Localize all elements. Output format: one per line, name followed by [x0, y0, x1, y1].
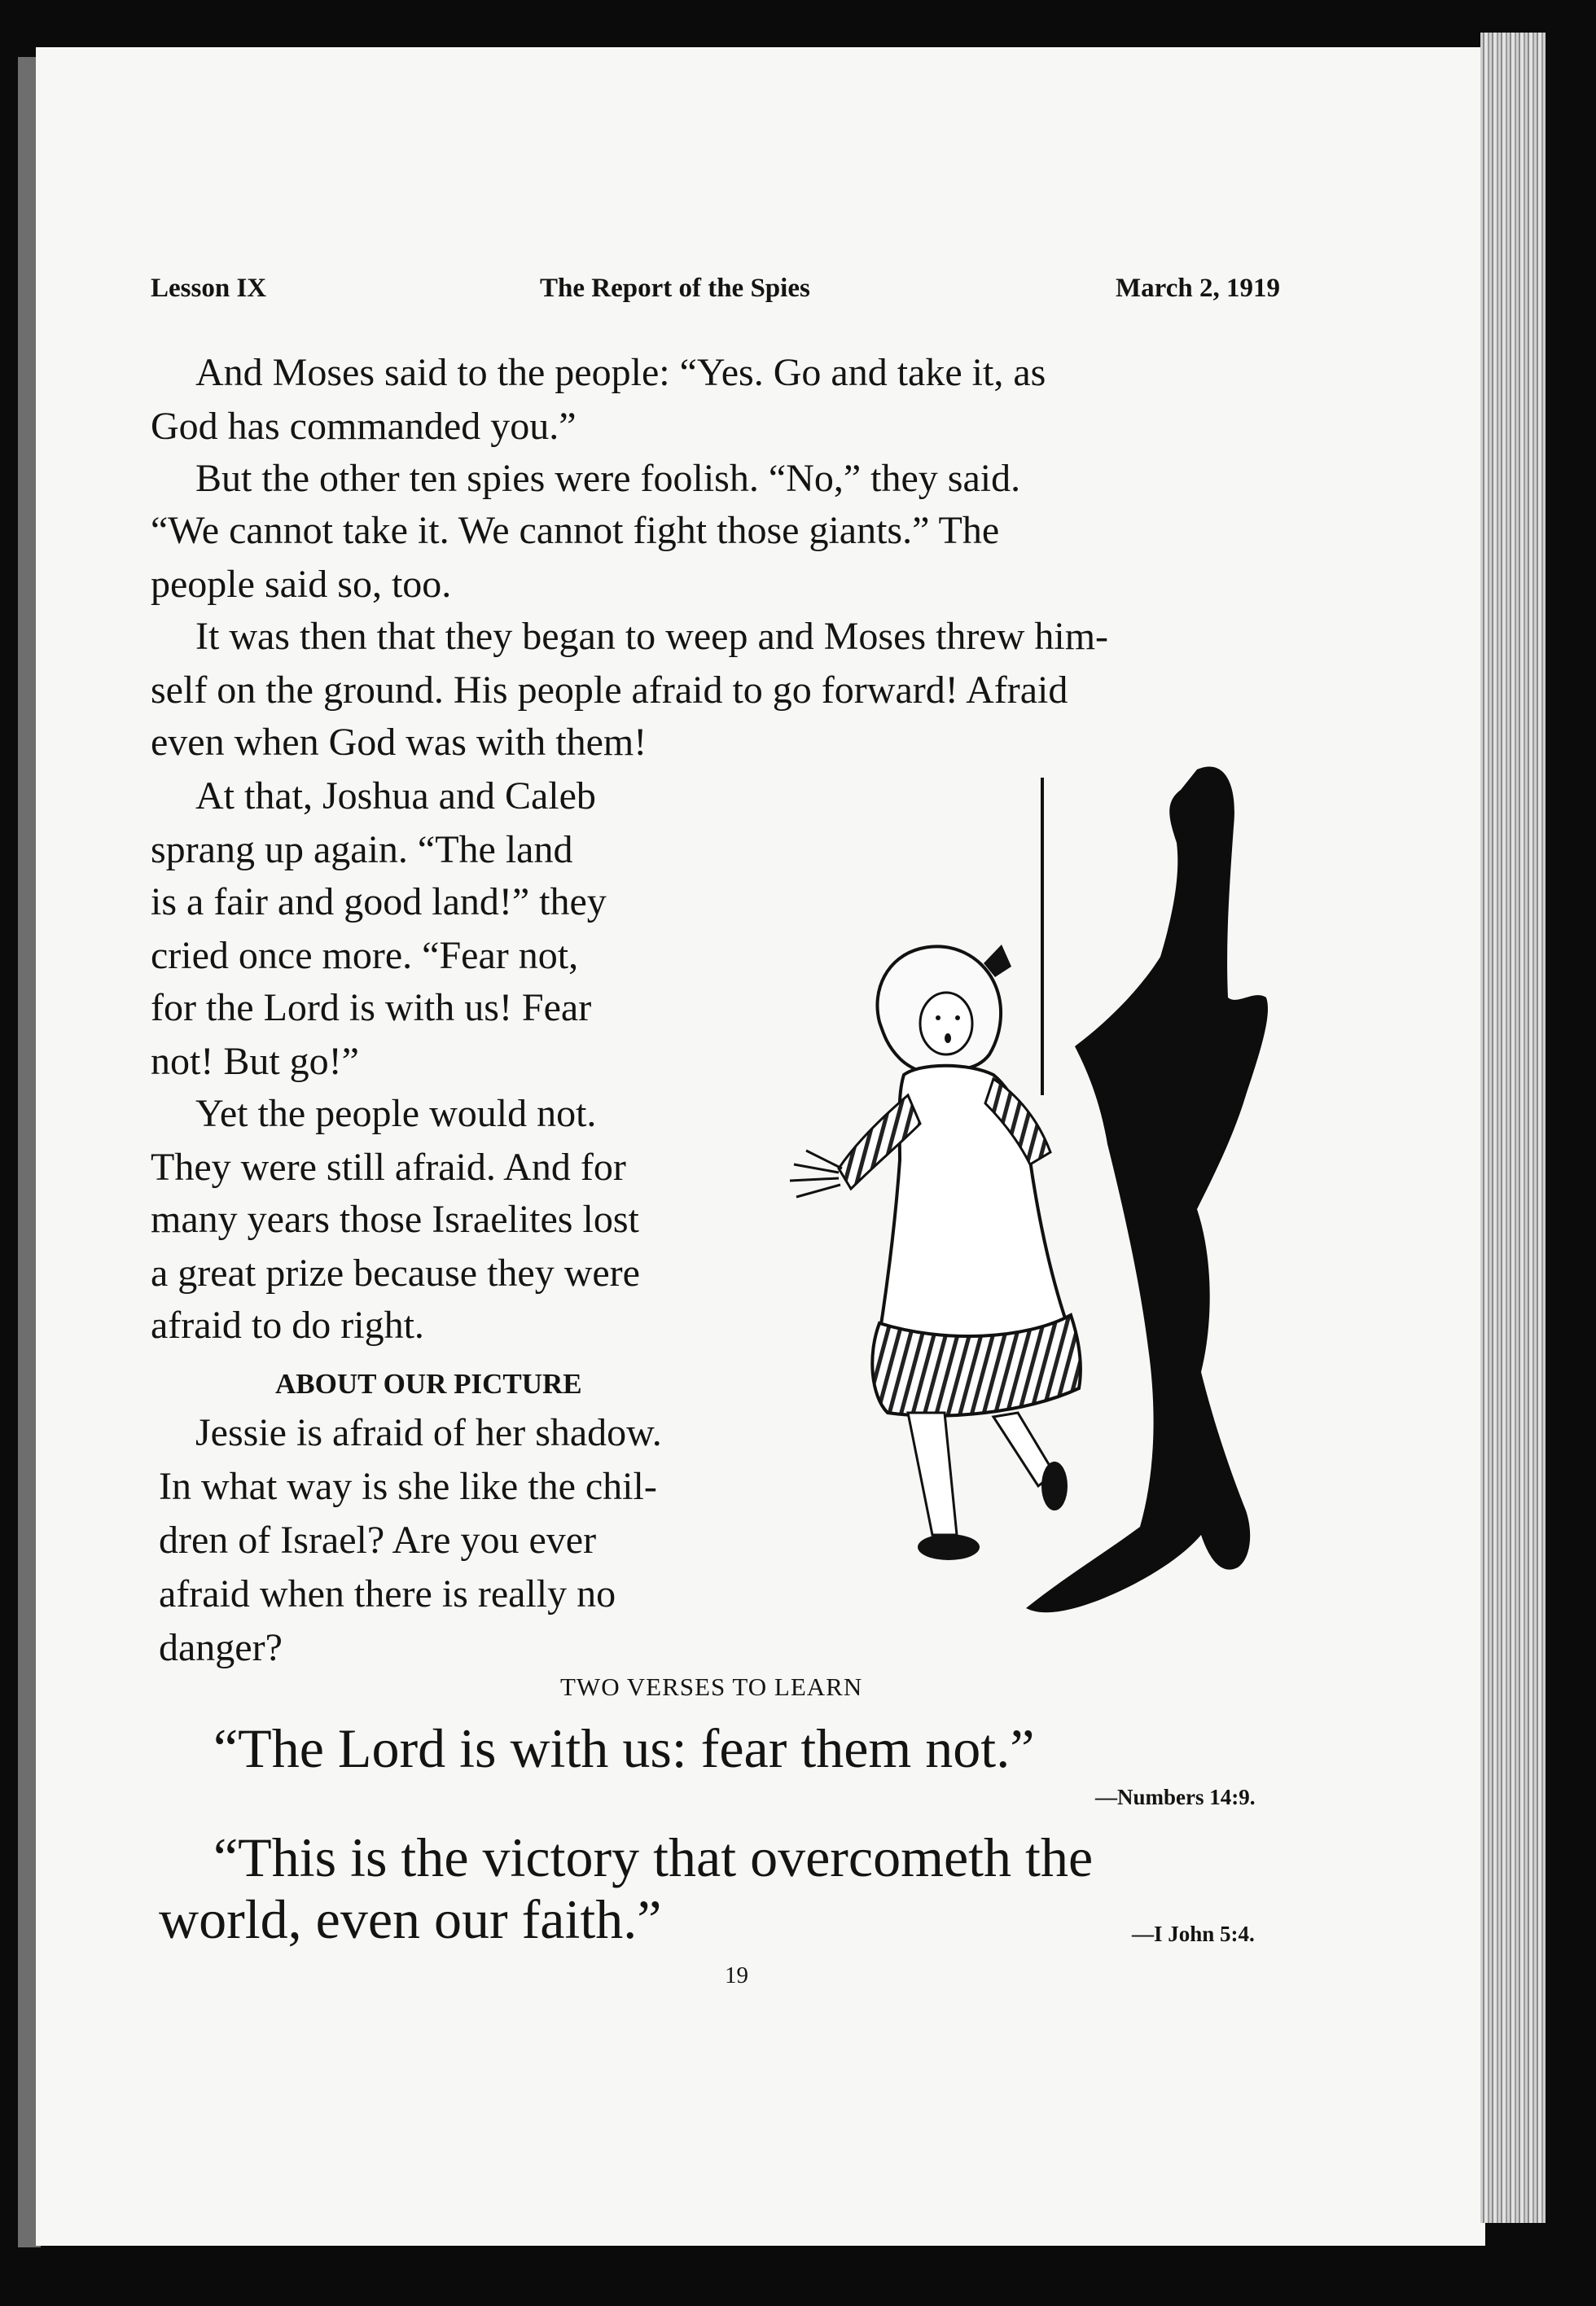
verse-two-line-two: world, even our faith.”	[159, 1888, 662, 1950]
body-line: Yet the people would not.	[195, 1092, 597, 1135]
picture-text-line: dren of Israel? Are you ever	[159, 1519, 597, 1562]
body-line: not! But go!”	[151, 1040, 359, 1083]
body-line: It was then that they began to weep and Moses threw him-	[195, 615, 1109, 658]
body-line: cried once more. “Fear not,	[151, 934, 579, 977]
body-line: a great prize because they were	[151, 1252, 640, 1295]
page-stack-edge	[1480, 33, 1546, 2223]
verse-one: “The Lord is with us: fear them not.”	[213, 1717, 1035, 1779]
girl-left-shoe	[918, 1534, 980, 1560]
picture-text-line: danger?	[159, 1626, 283, 1669]
body-line: self on the ground. His people afraid to go forward! Afraid	[151, 669, 1068, 712]
body-line: for the Lord is with us! Fear	[151, 986, 592, 1029]
picture-text-line: Jessie is afraid of her shadow.	[195, 1411, 662, 1454]
body-line: And Moses said to the people: “Yes. Go and take it, as	[195, 351, 1046, 394]
body-line: many years those Israelites lost	[151, 1198, 639, 1241]
body-line: sprang up again. “The land	[151, 828, 573, 871]
girl-face	[920, 993, 972, 1054]
body-line: “We cannot take it. We cannot fight those giants.” The	[151, 509, 1000, 552]
body-line: They were still afraid. And for	[151, 1146, 626, 1189]
body-line: afraid to do right.	[151, 1304, 424, 1347]
verse-one-citation: —Numbers 14:9.	[1095, 1785, 1256, 1809]
body-line: At that, Joshua and Caleb	[195, 774, 596, 818]
girl-and-shadow-illustration	[757, 753, 1311, 1641]
verse-two-line-one: “This is the victory that overcometh the	[213, 1826, 1094, 1888]
girl-right-shoe	[1041, 1462, 1068, 1510]
body-line: even when God was with them!	[151, 721, 647, 764]
body-line: God has commanded you.”	[151, 405, 577, 448]
body-line: is a fair and good land!” they	[151, 880, 607, 923]
lesson-title: The Report of the Spies	[540, 274, 810, 303]
verse-two-citation: —I John 5:4.	[1132, 1922, 1255, 1946]
lesson-date: March 2, 1919	[1116, 274, 1280, 303]
body-line: But the other ten spies were foolish. “No,” they said.	[195, 457, 1021, 500]
girl-legs	[908, 1413, 1054, 1535]
girl-left-hand	[790, 1151, 842, 1197]
verses-heading: TWO VERSES TO LEARN	[560, 1673, 863, 1701]
body-line: people said so, too.	[151, 563, 452, 606]
picture-heading: ABOUT OUR PICTURE	[275, 1368, 582, 1400]
lesson-number: Lesson IX	[151, 274, 267, 303]
picture-text-line: afraid when there is really no	[159, 1572, 616, 1616]
picture-text-line: In what way is she like the chil-	[159, 1465, 657, 1508]
page-number: 19	[725, 1962, 748, 1988]
